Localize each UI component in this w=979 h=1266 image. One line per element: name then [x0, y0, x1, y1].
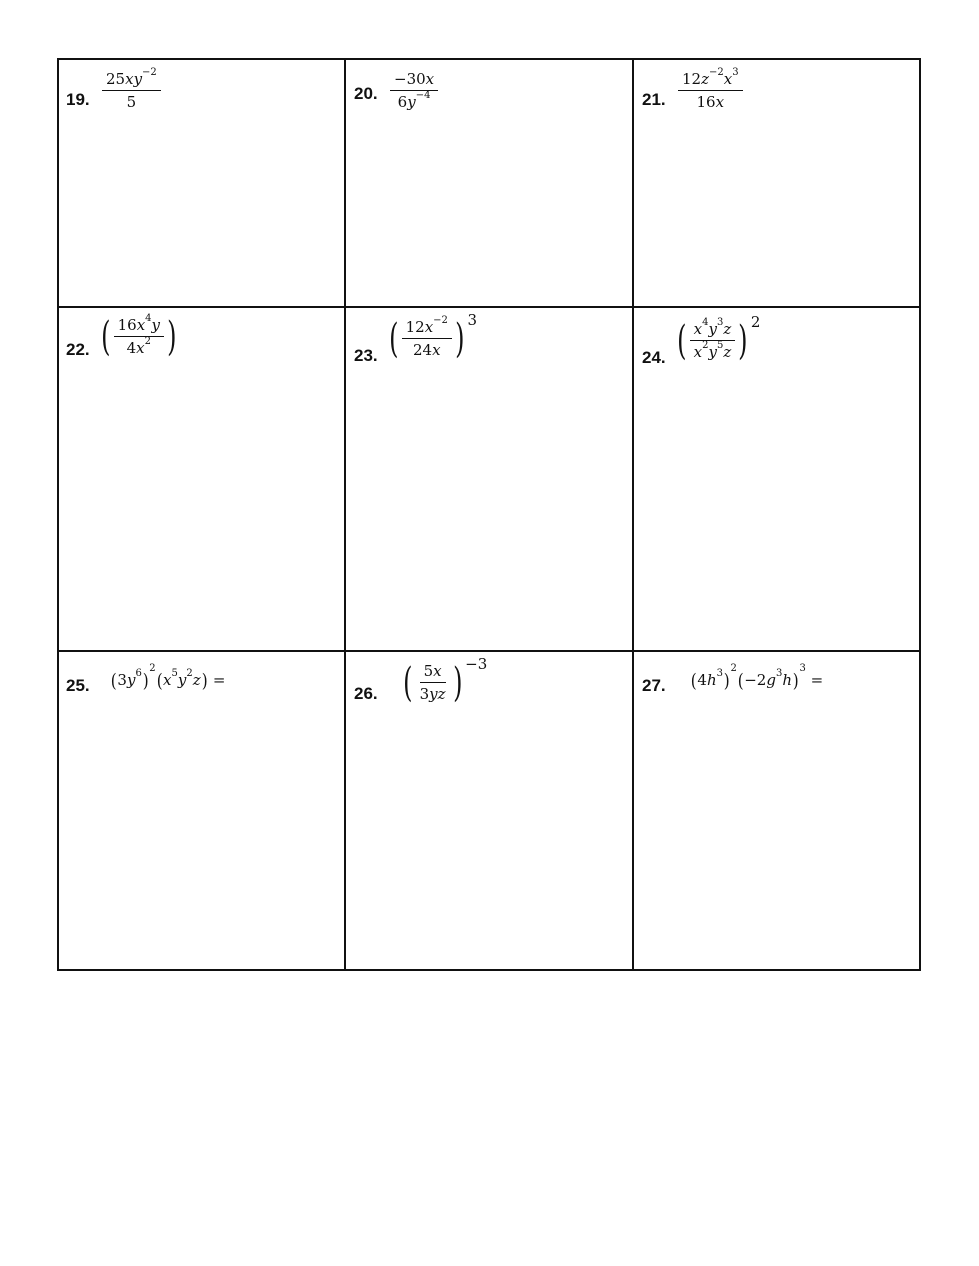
problem-25-expression: $(3y^6)^2(x^5y^2z)$ =	[110, 663, 226, 692]
problem-number: 21.	[642, 90, 666, 109]
problem-number: 22.	[66, 340, 90, 359]
problem-number: 25.	[66, 676, 90, 695]
problem-number: 24.	[642, 348, 666, 367]
problem-number: 20.	[354, 84, 378, 103]
problem-21-expression: $\frac{12z^{-2}x^3}{16x}$	[678, 70, 743, 111]
grid-divider-vertical-2	[632, 60, 634, 969]
problem-number: 19.	[66, 90, 90, 109]
grid-divider-horizontal-2	[59, 650, 919, 652]
problem-26-expression: ( $\frac{5x}{3yz}$ ) −3	[403, 654, 488, 706]
problem-22-expression: ( $\frac{16x^4y}{4x^2}$ )	[101, 313, 177, 360]
grid-divider-vertical-1	[344, 60, 346, 969]
grid-divider-horizontal-1	[59, 306, 919, 308]
problem-23-expression: ( $\frac{12x^{-2}}{24x}$ ) 3	[389, 310, 478, 362]
problem-24-expression: ( $\frac{x^4y^3z}{x^2y^5z}$ ) 2	[677, 312, 761, 364]
problem-27-expression: $(4h^3)^2(-2g^3h)^3$ =	[690, 663, 824, 692]
problem-number: 23.	[354, 346, 378, 365]
worksheet-grid	[57, 58, 921, 971]
problem-20-expression: $\frac{-30x}{6y^{-4}}$	[390, 70, 438, 111]
problem-number: 26.	[354, 684, 378, 703]
problem-19-expression: $\frac{25xy^{-2}}{5}$	[102, 70, 161, 111]
problem-number: 27.	[642, 676, 666, 695]
